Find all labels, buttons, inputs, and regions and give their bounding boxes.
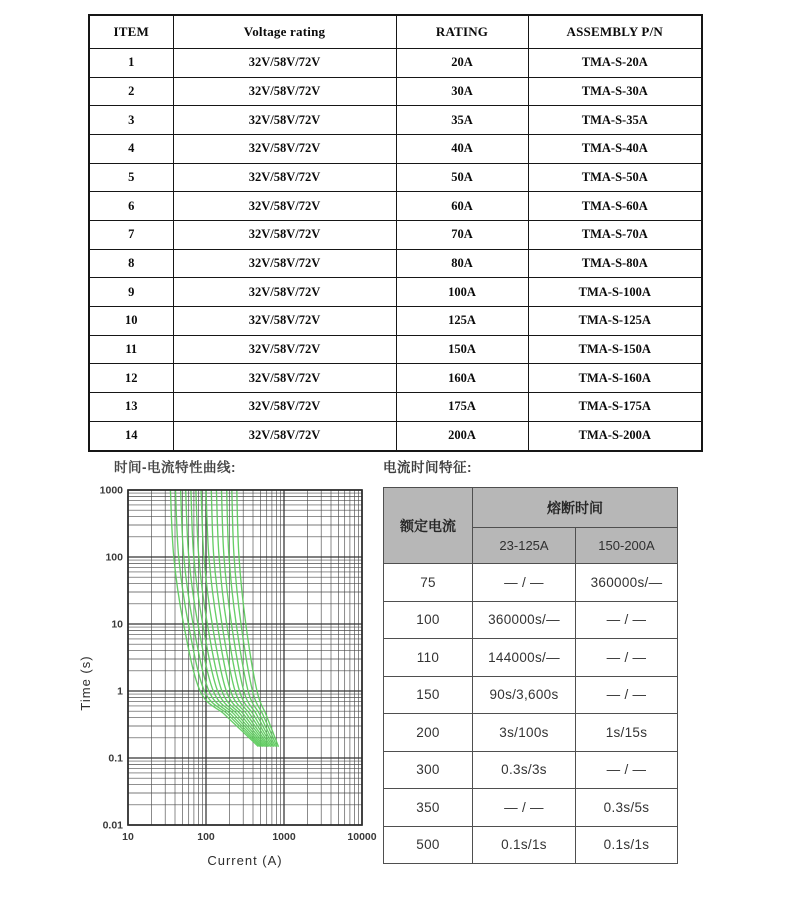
- fusing-time-header: 熔断时间: [473, 488, 678, 528]
- tc-curve-svg: [76, 478, 386, 888]
- spec-table-row: [89, 106, 702, 135]
- rated-current-cell: 75: [384, 564, 473, 602]
- time-150-200A-cell: 0.1s/1s: [576, 826, 678, 864]
- spec-table-row: [89, 421, 702, 451]
- pn-cell: TMA-S-50A: [528, 163, 702, 192]
- spec-table-row: [89, 135, 702, 164]
- rating-cell: 20A: [396, 49, 528, 78]
- y-tick-label: 10: [111, 618, 123, 631]
- x-tick-label: 1000: [272, 831, 296, 843]
- rating-cell: 80A: [396, 249, 528, 278]
- fusing-table-row: [384, 826, 678, 864]
- voltage-cell: 32V/58V/72V: [173, 49, 396, 78]
- voltage-cell: 32V/58V/72V: [173, 106, 396, 135]
- voltage-cell: 32V/58V/72V: [173, 307, 396, 336]
- time-23-125A-cell: — / —: [473, 789, 576, 827]
- spec-table-row: [89, 221, 702, 250]
- spec-table-row: [89, 393, 702, 422]
- fuse-header-row-1: [384, 488, 678, 528]
- pn-cell: TMA-S-40A: [528, 135, 702, 164]
- fusing-table-row: [384, 751, 678, 789]
- fusing-table-row: [384, 789, 678, 827]
- time-23-125A-cell: 0.3s/3s: [473, 751, 576, 789]
- pn-cell: TMA-S-60A: [528, 192, 702, 221]
- rated-current-header: 额定电流: [384, 488, 473, 564]
- spec-table-row: [89, 163, 702, 192]
- spec-table-row: [89, 192, 702, 221]
- time-150-200A-cell: 360000s/—: [576, 564, 678, 602]
- item-cell: 7: [89, 221, 173, 250]
- spec-table-row: [89, 49, 702, 78]
- pn-cell: TMA-S-80A: [528, 249, 702, 278]
- rating-cell: 30A: [396, 77, 528, 106]
- voltage-cell: 32V/58V/72V: [173, 421, 396, 451]
- curve-175A: [232, 490, 277, 746]
- voltage-cell: 32V/58V/72V: [173, 192, 396, 221]
- spec-table-row: [89, 364, 702, 393]
- spec-table-row: [89, 335, 702, 364]
- time-150-200A-cell: 0.3s/5s: [576, 789, 678, 827]
- y-tick-label: 0.1: [108, 752, 123, 765]
- item-cell: 2: [89, 77, 173, 106]
- time-150-200A-cell: — / —: [576, 751, 678, 789]
- voltage-cell: 32V/58V/72V: [173, 163, 396, 192]
- fusing-table-row: [384, 676, 678, 714]
- pn-cell: TMA-S-100A: [528, 278, 702, 307]
- rating-cell: 70A: [396, 221, 528, 250]
- item-cell: 4: [89, 135, 173, 164]
- spec-table-body: [89, 49, 702, 452]
- range-header-150-200A: 150-200A: [576, 528, 678, 564]
- pn-cell: TMA-S-175A: [528, 393, 702, 422]
- rated-current-cell: 150: [384, 676, 473, 714]
- y-tick-label: 100: [105, 551, 123, 564]
- fusing-table-row: [384, 564, 678, 602]
- pn-cell: TMA-S-125A: [528, 307, 702, 336]
- item-cell: 13: [89, 393, 173, 422]
- y-tick-label: 1: [117, 685, 123, 698]
- spec-table-row: [89, 278, 702, 307]
- spec-header-row: [89, 15, 702, 49]
- rated-current-cell: 110: [384, 639, 473, 677]
- time-23-125A-cell: 0.1s/1s: [473, 826, 576, 864]
- x-tick-label: 100: [197, 831, 215, 843]
- x-tick-label: 10: [122, 831, 134, 843]
- fusing-section-title: 电流时间特征:: [383, 460, 472, 475]
- spec-table-row: [89, 307, 702, 336]
- rated-current-cell: 350: [384, 789, 473, 827]
- rating-cell: 35A: [396, 106, 528, 135]
- col-header-assembly: ASSEMBLY P/N: [528, 15, 702, 49]
- voltage-cell: 32V/58V/72V: [173, 393, 396, 422]
- voltage-cell: 32V/58V/72V: [173, 335, 396, 364]
- item-cell: 11: [89, 335, 173, 364]
- item-cell: 5: [89, 163, 173, 192]
- col-header-item: ITEM: [89, 15, 173, 49]
- time-150-200A-cell: — / —: [576, 676, 678, 714]
- spec-table-row: [89, 249, 702, 278]
- item-cell: 10: [89, 307, 173, 336]
- voltage-cell: 32V/58V/72V: [173, 278, 396, 307]
- voltage-cell: 32V/58V/72V: [173, 135, 396, 164]
- time-23-125A-cell: 3s/100s: [473, 714, 576, 752]
- item-cell: 6: [89, 192, 173, 221]
- voltage-cell: 32V/58V/72V: [173, 364, 396, 393]
- fusing-time-table: [383, 487, 678, 864]
- col-header-voltage: Voltage rating: [173, 15, 396, 49]
- rating-cell: 125A: [396, 307, 528, 336]
- y-tick-label: 0.01: [102, 819, 123, 832]
- time-23-125A-cell: 360000s/—: [473, 601, 576, 639]
- rating-cell: 60A: [396, 192, 528, 221]
- voltage-cell: 32V/58V/72V: [173, 221, 396, 250]
- y-axis-label: Time (s): [78, 655, 93, 711]
- col-header-rating: RATING: [396, 15, 528, 49]
- rating-cell: 50A: [396, 163, 528, 192]
- item-cell: 3: [89, 106, 173, 135]
- item-cell: 14: [89, 421, 173, 451]
- pn-cell: TMA-S-30A: [528, 77, 702, 106]
- rated-current-cell: 100: [384, 601, 473, 639]
- pn-cell: TMA-S-35A: [528, 106, 702, 135]
- pn-cell: TMA-S-70A: [528, 221, 702, 250]
- time-150-200A-cell: 1s/15s: [576, 714, 678, 752]
- voltage-cell: 32V/58V/72V: [173, 249, 396, 278]
- rated-current-cell: 500: [384, 826, 473, 864]
- time-23-125A-cell: 90s/3,600s: [473, 676, 576, 714]
- pn-cell: TMA-S-160A: [528, 364, 702, 393]
- fusing-table-row: [384, 601, 678, 639]
- voltage-cell: 32V/58V/72V: [173, 77, 396, 106]
- plot-border: [128, 490, 362, 825]
- rated-current-cell: 300: [384, 751, 473, 789]
- range-header-23-125A: 23-125A: [473, 528, 576, 564]
- x-tick-label: 10000: [347, 831, 377, 843]
- rating-cell: 175A: [396, 393, 528, 422]
- time-23-125A-cell: 144000s/—: [473, 639, 576, 677]
- spec-table: [88, 14, 703, 452]
- time-150-200A-cell: — / —: [576, 639, 678, 677]
- rated-current-cell: 200: [384, 714, 473, 752]
- pn-cell: TMA-S-150A: [528, 335, 702, 364]
- item-cell: 1: [89, 49, 173, 78]
- spec-table-row: [89, 77, 702, 106]
- x-axis-label: Current (A): [207, 853, 283, 868]
- fusing-table-row: [384, 714, 678, 752]
- curve-section-title: 时间-电流特性曲线:: [114, 460, 236, 475]
- item-cell: 8: [89, 249, 173, 278]
- pn-cell: TMA-S-20A: [528, 49, 702, 78]
- rating-cell: 160A: [396, 364, 528, 393]
- time-150-200A-cell: — / —: [576, 601, 678, 639]
- time-current-chart: [76, 478, 386, 888]
- time-23-125A-cell: — / —: [473, 564, 576, 602]
- item-cell: 12: [89, 364, 173, 393]
- pn-cell: TMA-S-200A: [528, 421, 702, 451]
- rating-cell: 200A: [396, 421, 528, 451]
- fusing-table-row: [384, 639, 678, 677]
- fusing-table-body: [384, 564, 678, 864]
- rating-cell: 40A: [396, 135, 528, 164]
- y-tick-label: 1000: [99, 484, 123, 497]
- item-cell: 9: [89, 278, 173, 307]
- rating-cell: 150A: [396, 335, 528, 364]
- rating-cell: 100A: [396, 278, 528, 307]
